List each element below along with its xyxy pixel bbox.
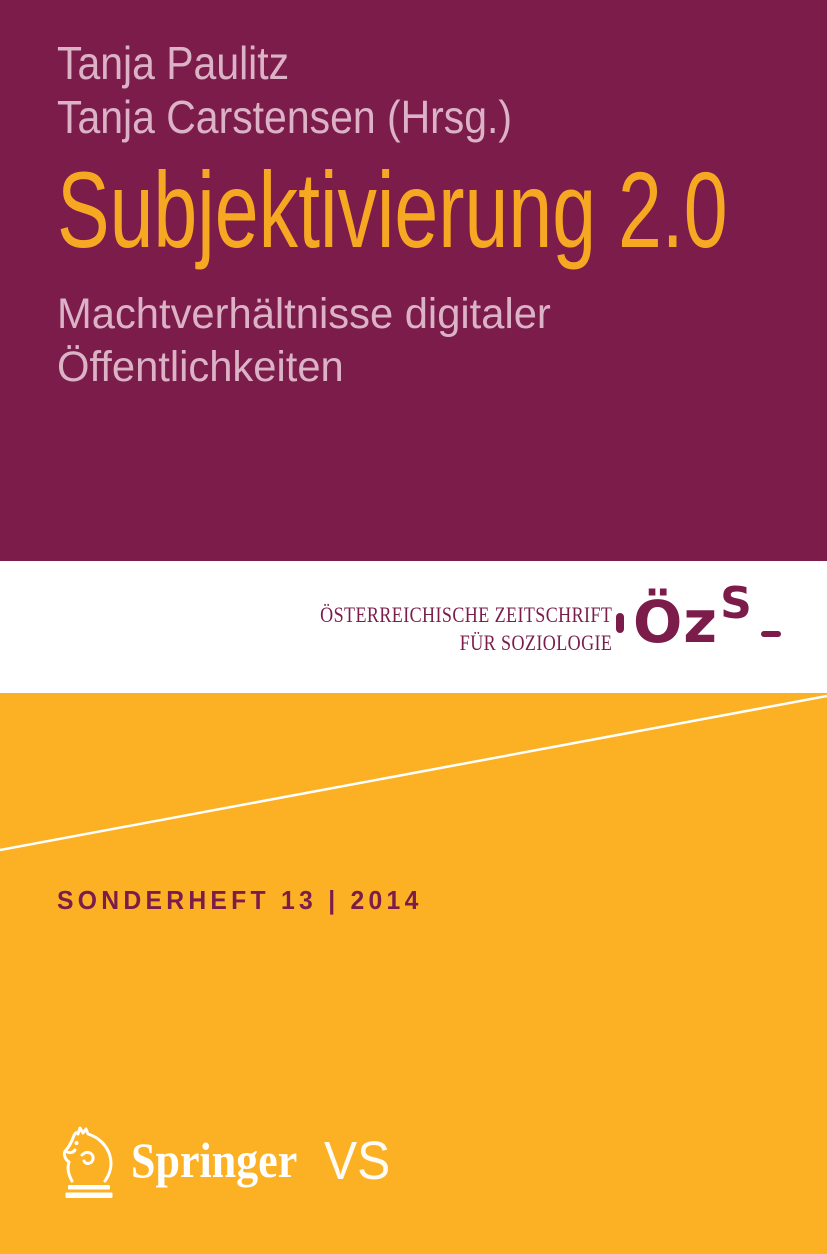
subtitle-line-2: Öffentlichkeiten (57, 343, 344, 391)
chess-knight-icon (57, 1124, 121, 1200)
publisher-logo (57, 1124, 396, 1200)
ozs-logo-s-text: S (720, 578, 752, 629)
book-title: Subjektivierung 2.0 (57, 149, 728, 270)
journal-band (0, 561, 827, 693)
ozs-logo-bar-icon (616, 613, 624, 633)
author-line-1: Tanja Paulitz (57, 37, 290, 89)
publisher-name: Springer (131, 1132, 298, 1188)
top-section (0, 0, 827, 561)
ozs-logo-dash-icon (761, 631, 781, 637)
series-label: SONDERHEFT 13 | 2014 (57, 885, 423, 915)
publisher-suffix: VS (323, 1131, 391, 1191)
author-names (57, 36, 512, 144)
author-line-2: Tanja Carstensen (Hrsg.) (57, 91, 513, 143)
journal-name-line-2: FÜR SOZIOLOGIE (459, 630, 612, 655)
book-subtitle (57, 288, 551, 394)
bottom-section (0, 693, 827, 1254)
diagonal-line (0, 693, 827, 855)
ozs-logo-oz-text: Öz (633, 588, 719, 656)
journal-name (320, 601, 612, 657)
ozs-logo (616, 578, 781, 656)
subtitle-line-1: Machtverhältnisse digitaler (57, 290, 551, 338)
journal-name-line-1: ÖSTERREICHISCHE ZEITSCHRIFT (319, 602, 612, 627)
